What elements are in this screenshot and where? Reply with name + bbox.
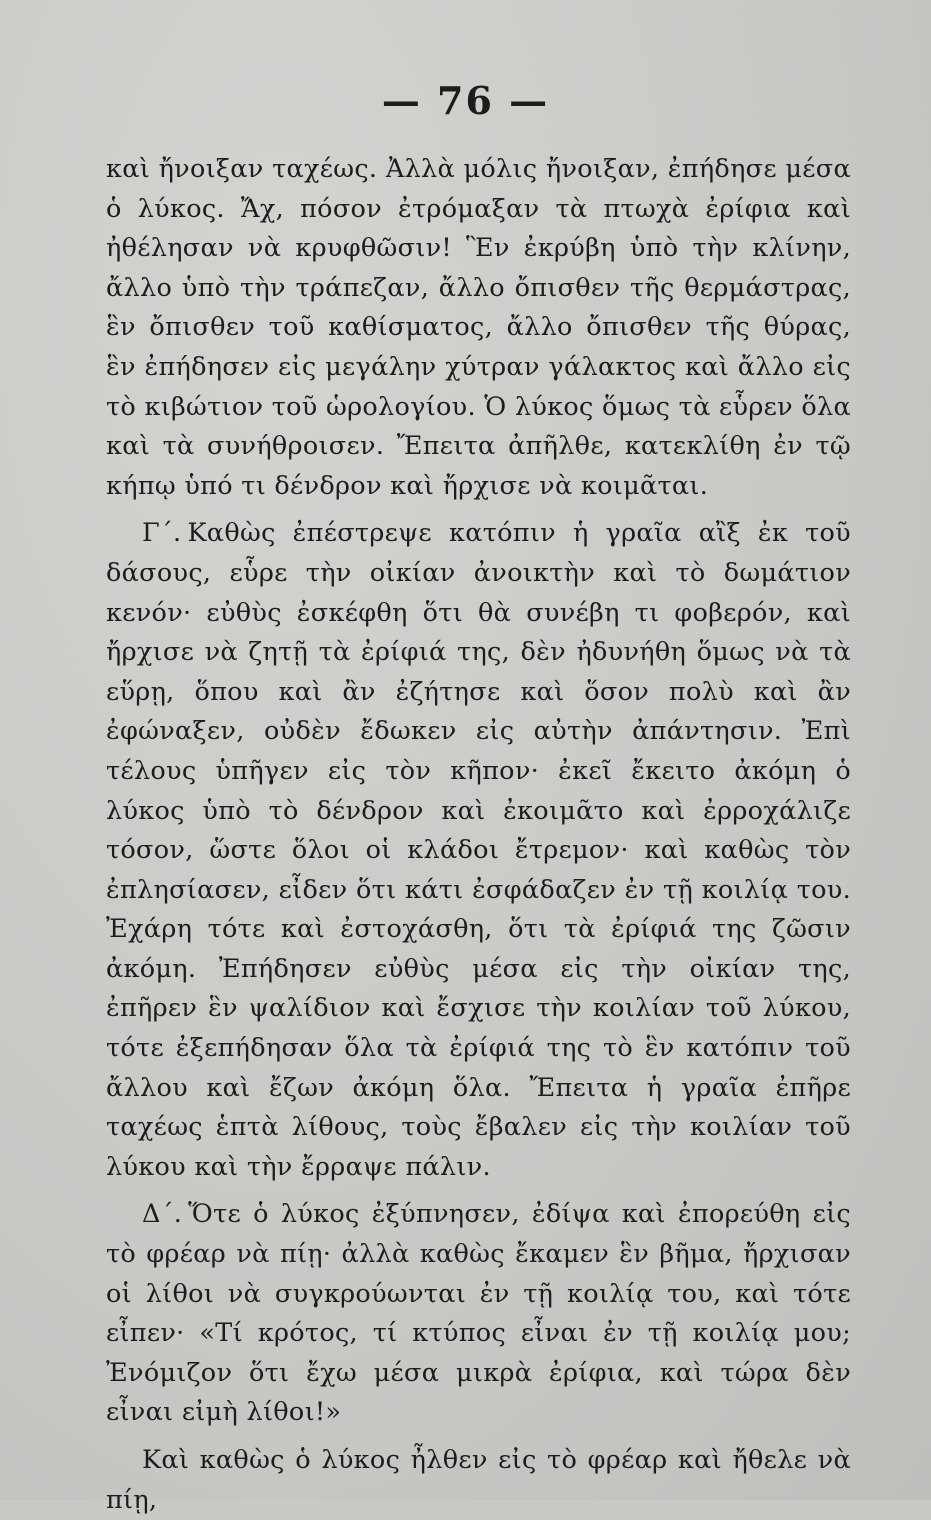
paragraph-4-text: Καὶ καθὼς ὁ λύκος ἦλθεν εἰς τὸ φρέαρ καὶ ἤθελε νὰ πίῃ, <box>106 1445 851 1515</box>
paragraph-2 <box>106 514 851 1187</box>
paragraph-3-text: Ὅτε ὁ λύκος ἐξύπνησεν, ἐδίψα καὶ ἐπορεύθη εἰς τὸ φρέαρ νὰ πίῃ· ἀλλὰ καθὼς ἔκαμεν ἓν βῆμα, ἤρχισαν οἱ λίθοι νὰ συγκρούωνται ἐν τῇ κοιλίᾳ του, καὶ τότε εἶπεν· «Τί κρότος, τί κτύπος εἶναι ἐν τῇ κοιλίᾳ μου; Ἐνόμιζον ὅτι ἔχω μέσα μικρὰ ἐρίφια, καὶ τώρα δὲν εἶναι εἰμὴ λίθοι!» <box>106 1199 851 1428</box>
page-number: — 76 — <box>381 78 550 123</box>
paragraph-2-text: Καθὼς ἐπέστρεψε κατόπιν ἡ γραῖα αἲξ ἐκ τοῦ δάσους, εὗρε τὴν οἰκίαν ἀνοικτὴν καὶ τὸ δωμάτιον κενόν· εὐθὺς ἐσκέφθη ὅτι θὰ συνέβη τι φοβερόν, καὶ ἤρχισε νὰ ζητῇ τὰ ἐρίφιά της, δὲν ἠδυνήθη ὅμως νὰ τὰ εὕρῃ, ὅπου καὶ ἂν ἐζήτησε καὶ ὅσον πολὺ καὶ ἂν ἐφώναξεν, οὐδὲν ἔδωκεν εἰς αὐτὴν ἀπάντησιν. Ἐπὶ τέλους ὑπῆγεν εἰς τὸν κῆπον· ἐκεῖ ἔκειτο ἀκόμη ὁ λύκος ὑπὸ τὸ δένδρον καὶ ἐκοιμᾶτο καὶ ἐρροχάλιζε τόσον, ὥστε ὅλοι οἱ κλάδοι ἔτρεμον· καὶ καθὼς τὸν ἐπλησίασεν, εἶδεν ὅτι κάτι ἐσφάδαζεν ἐν τῇ κοιλίᾳ του. Ἐχάρη τότε καὶ ἐστοχάσθη, ὅτι τὰ ἐρίφιά της ζῶσιν ἀκόμη. Ἐπήδησεν εὐθὺς μέσα εἰς τὴν οἰκίαν της, ἐπῆρεν ἓν ψαλίδιον καὶ ἔσχισε τὴν κοιλίαν τοῦ λύκου, τότε ἐξεπήδησαν ὅλα τὰ ἐρίφιά της τὸ ἓν κατόπιν τοῦ ἄλλου καὶ ἔζων ἀκόμη ὅλα. Ἔπειτα ἡ γραῖα ἐπῆρε ταχέως ἑπτὰ λίθους, τοὺς ἔβαλεν εἰς τὴν κοιλίαν τοῦ λύκου καὶ τὴν ἔρραψε πάλιν. <box>106 518 851 1182</box>
body-text <box>106 150 851 1520</box>
paragraph-4 <box>106 1441 851 1520</box>
section-marker-delta: Δ΄. <box>142 1199 183 1230</box>
paragraph-3 <box>106 1195 851 1433</box>
paragraph-1-text: καὶ ἤνοιξαν ταχέως. Ἀλλὰ μόλις ἤνοιξαν, ἐπήδησε μέσα ὁ λύκος. Ἄχ, πόσον ἐτρόμαξαν τὰ πτωχὰ ἐρίφια καὶ ἠθέλησαν νὰ κρυφθῶσιν! Ἓν ἐκρύβη ὑπὸ τὴν κλίνην, ἄλλο ὑπὸ τὴν τράπεζαν, ἄλλο ὄπισθεν τῆς θερμάστρας, ἓν ὄπισθεν τοῦ καθίσματος, ἄλλο ὄπισθεν τῆς θύρας, ἓν ἐπήδησεν εἰς μεγάλην χύτραν γάλακτος καὶ ἄλλο εἰς τὸ κιβώτιον τοῦ ὡρολογίου. Ὁ λύκος ὅμως τὰ εὗρεν ὅλα καὶ τὰ συνήθροισεν. Ἔπειτα ἀπῆλθε, κατεκλίθη ἐν τῷ κήπῳ ὑπό τι δένδρον καὶ ἤρχισε νὰ κοιμᾶται. <box>106 154 851 501</box>
paragraph-1 <box>106 150 851 506</box>
section-marker-gamma: Γ΄. <box>142 518 182 549</box>
